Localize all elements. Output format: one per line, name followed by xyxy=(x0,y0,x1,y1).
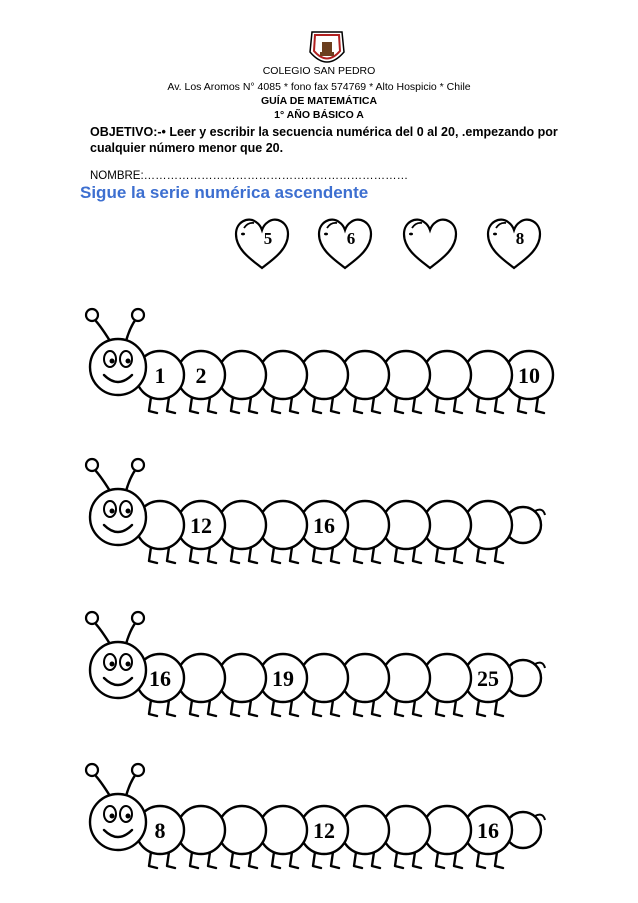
heart-number: 8 xyxy=(515,229,525,248)
heart-4 xyxy=(488,220,540,268)
heart-number: 5 xyxy=(263,229,273,248)
school-name: COLEGIO SAN PEDRO xyxy=(262,65,376,77)
segment-number: 16 xyxy=(313,513,335,538)
segment-number: 16 xyxy=(149,666,171,691)
segment-number: 8 xyxy=(154,818,166,843)
heart-3 xyxy=(404,220,456,268)
caterpillar-head xyxy=(86,459,146,545)
caterpillar-head xyxy=(86,764,146,850)
segment-number: 19 xyxy=(272,666,294,691)
segment-number: 12 xyxy=(190,513,212,538)
segment-number: 2 xyxy=(195,363,207,388)
segment-number: 12 xyxy=(313,818,335,843)
caterpillar-head xyxy=(86,309,146,395)
segment-number: 10 xyxy=(518,363,540,388)
heart-1 xyxy=(236,220,288,268)
heart-number: 6 xyxy=(346,229,356,248)
caterpillar-head xyxy=(86,612,146,698)
objective-text: OBJETIVO:-• Leer y escribir la secuencia numérica del 0 al 20, .empezando por cualquier número menor que 20. xyxy=(90,125,558,155)
caterpillar-1 xyxy=(86,309,553,413)
heart-2 xyxy=(319,220,371,268)
segment-number: 1 xyxy=(154,363,166,388)
segment-number: 25 xyxy=(477,666,499,691)
caterpillar-2 xyxy=(86,459,545,563)
instruction-title: Sigue la serie numérica ascendente xyxy=(80,183,369,202)
school-address: Av. Los Aromos N° 4085 * fono fax 574769 * Alto Hospicio * Chile xyxy=(167,81,471,93)
guide-title: GUÍA DE MATEMÁTICA xyxy=(260,95,378,107)
caterpillar-3 xyxy=(86,612,545,716)
name-field-line: NOMBRE:…………………………………………………………… xyxy=(90,170,409,182)
segment-number: 16 xyxy=(477,818,499,843)
grade-title: 1° AÑO BÁSICO A xyxy=(274,109,364,121)
caterpillar-4 xyxy=(86,764,545,868)
